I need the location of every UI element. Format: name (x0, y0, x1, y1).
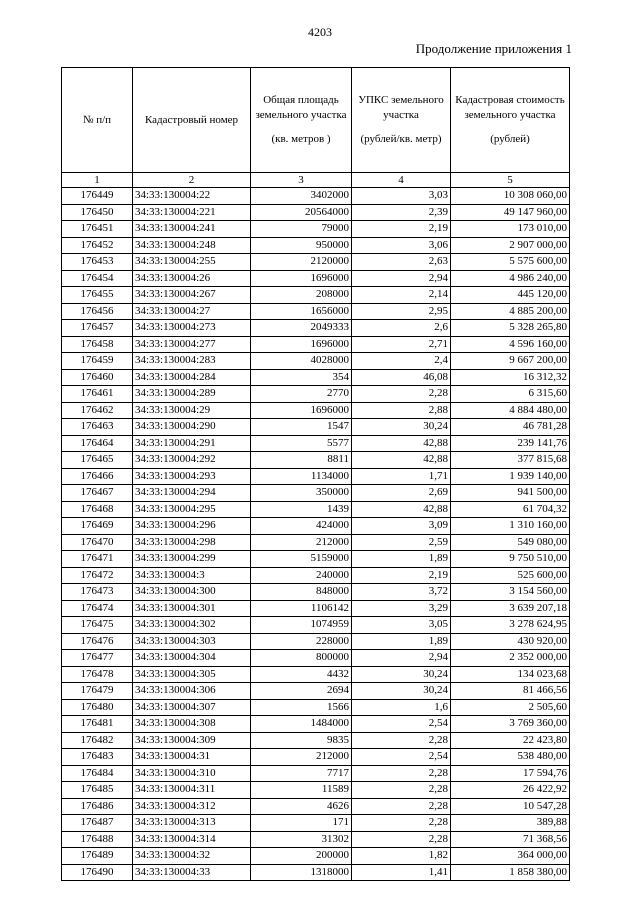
row-number-cell: 176483 (62, 749, 133, 766)
cadastral-cost-cell: 4 884 480,00 (451, 402, 570, 419)
area-cell: 950000 (251, 237, 352, 254)
area-cell: 1696000 (251, 402, 352, 419)
header-area-label: Общая площадь земельного участка (255, 94, 347, 121)
header-upks-label: УПКС земельного участка (358, 94, 444, 121)
row-number-cell: 176466 (62, 468, 133, 485)
area-cell: 228000 (251, 633, 352, 650)
table-row (62, 749, 570, 766)
cadastral-number-cell: 34:33:130004:277 (133, 336, 251, 353)
row-number-cell: 176456 (62, 303, 133, 320)
cadastral-cost-cell: 9 667 200,00 (451, 353, 570, 370)
table-row (62, 831, 570, 848)
table-row (62, 353, 570, 370)
cadastral-cost-cell: 445 120,00 (451, 287, 570, 304)
area-cell: 5159000 (251, 551, 352, 568)
table-row (62, 600, 570, 617)
area-cell: 200000 (251, 848, 352, 865)
table-row (62, 204, 570, 221)
cadastral-number-cell: 34:33:130004:283 (133, 353, 251, 370)
cadastral-cost-cell: 1 310 160,00 (451, 518, 570, 535)
cadastral-number-cell: 34:33:130004:289 (133, 386, 251, 403)
upks-cell: 2,28 (352, 732, 451, 749)
cadastral-cost-cell: 3 154 560,00 (451, 584, 570, 601)
table-row (62, 369, 570, 386)
table-row (62, 666, 570, 683)
header-cadastral-cost-unit: (рублей) (490, 133, 530, 145)
area-cell: 354 (251, 369, 352, 386)
area-cell: 1484000 (251, 716, 352, 733)
cadastral-cost-cell: 525 600,00 (451, 567, 570, 584)
table-row (62, 815, 570, 832)
row-number-cell: 176462 (62, 402, 133, 419)
area-cell: 20564000 (251, 204, 352, 221)
cadastral-number-cell: 34:33:130004:248 (133, 237, 251, 254)
upks-cell: 3,72 (352, 584, 451, 601)
header-cadastral-cost-label: Кадастровая стоимость земельного участка (455, 94, 565, 121)
row-number-cell: 176467 (62, 485, 133, 502)
row-number-cell: 176460 (62, 369, 133, 386)
upks-cell: 3,03 (352, 188, 451, 205)
upks-cell: 1,89 (352, 633, 451, 650)
cadastral-number-cell: 34:33:130004:294 (133, 485, 251, 502)
area-cell: 4432 (251, 666, 352, 683)
row-number-cell: 176488 (62, 831, 133, 848)
cadastral-cost-cell: 5 575 600,00 (451, 254, 570, 271)
upks-cell: 2,14 (352, 287, 451, 304)
cadastral-number-cell: 34:33:130004:221 (133, 204, 251, 221)
column-number-row (62, 173, 570, 188)
cadastral-cost-cell: 4 986 240,00 (451, 270, 570, 287)
cadastral-cost-cell: 377 815,68 (451, 452, 570, 469)
table-row (62, 254, 570, 271)
upks-cell: 2,63 (352, 254, 451, 271)
cadastral-number-cell: 34:33:130004:29 (133, 402, 251, 419)
header-upks-unit: (рублей/кв. метр) (360, 133, 442, 145)
cadastral-number-cell: 34:33:130004:300 (133, 584, 251, 601)
area-cell: 1656000 (251, 303, 352, 320)
cadastral-cost-cell: 17 594,76 (451, 765, 570, 782)
area-cell: 1318000 (251, 864, 352, 881)
cadastral-number-cell: 34:33:130004:303 (133, 633, 251, 650)
cadastral-cost-cell: 3 278 624,95 (451, 617, 570, 634)
cadastral-number-cell: 34:33:130004:298 (133, 534, 251, 551)
cadastral-cost-cell: 5 328 265,80 (451, 320, 570, 337)
cadastral-cost-cell: 6 315,60 (451, 386, 570, 403)
cadastral-cost-cell: 26 422,92 (451, 782, 570, 799)
table-row (62, 765, 570, 782)
row-number-cell: 176465 (62, 452, 133, 469)
cadastral-cost-cell: 134 023,68 (451, 666, 570, 683)
row-number-cell: 176480 (62, 699, 133, 716)
table-row (62, 732, 570, 749)
cadastral-cost-cell: 3 769 360,00 (451, 716, 570, 733)
column-number: 5 (451, 173, 570, 188)
area-cell: 350000 (251, 485, 352, 502)
table-header-row (62, 68, 570, 173)
row-number-cell: 176454 (62, 270, 133, 287)
table-row (62, 402, 570, 419)
upks-cell: 2,39 (352, 204, 451, 221)
row-number-cell: 176489 (62, 848, 133, 865)
row-number-cell: 176453 (62, 254, 133, 271)
table-row (62, 518, 570, 535)
cadastral-cost-cell: 1 858 380,00 (451, 864, 570, 881)
upks-cell: 2,95 (352, 303, 451, 320)
row-number-cell: 176459 (62, 353, 133, 370)
cadastral-number-cell: 34:33:130004:307 (133, 699, 251, 716)
table-row (62, 567, 570, 584)
cadastral-number-cell: 34:33:130004:26 (133, 270, 251, 287)
row-number-cell: 176481 (62, 716, 133, 733)
cadastral-number-cell: 34:33:130004:22 (133, 188, 251, 205)
upks-cell: 3,06 (352, 237, 451, 254)
row-number-cell: 176485 (62, 782, 133, 799)
cadastral-number-cell: 34:33:130004:33 (133, 864, 251, 881)
table-row (62, 468, 570, 485)
cadastral-cost-cell: 2 907 000,00 (451, 237, 570, 254)
upks-cell: 1,41 (352, 864, 451, 881)
upks-cell: 3,09 (352, 518, 451, 535)
area-cell: 9835 (251, 732, 352, 749)
cadastral-cost-cell: 22 423,80 (451, 732, 570, 749)
table-row (62, 848, 570, 865)
table-row (62, 617, 570, 634)
area-cell: 7717 (251, 765, 352, 782)
row-number-cell: 176457 (62, 320, 133, 337)
area-cell: 848000 (251, 584, 352, 601)
area-cell: 31302 (251, 831, 352, 848)
cadastral-number-cell: 34:33:130004:301 (133, 600, 251, 617)
row-number-cell: 176482 (62, 732, 133, 749)
upks-cell: 2,28 (352, 386, 451, 403)
cadastral-number-cell: 34:33:130004:299 (133, 551, 251, 568)
cadastral-number-cell: 34:33:130004:309 (133, 732, 251, 749)
table-row (62, 303, 570, 320)
table-body (62, 188, 570, 881)
area-cell: 11589 (251, 782, 352, 799)
upks-cell: 2,6 (352, 320, 451, 337)
cadastral-number-cell: 34:33:130004:311 (133, 782, 251, 799)
area-cell: 4028000 (251, 353, 352, 370)
upks-cell: 2,28 (352, 815, 451, 832)
cadastral-cost-cell: 389,88 (451, 815, 570, 832)
table-row (62, 287, 570, 304)
row-number-cell: 176487 (62, 815, 133, 832)
cadastral-cost-cell: 173 010,00 (451, 221, 570, 238)
header-area-unit: (кв. метров ) (271, 133, 331, 145)
cadastral-cost-cell: 81 466,56 (451, 683, 570, 700)
cadastral-cost-cell: 538 480,00 (451, 749, 570, 766)
row-number-cell: 176452 (62, 237, 133, 254)
cadastral-number-cell: 34:33:130004:291 (133, 435, 251, 452)
upks-cell: 1,89 (352, 551, 451, 568)
table-row (62, 386, 570, 403)
upks-cell: 3,05 (352, 617, 451, 634)
area-cell: 2770 (251, 386, 352, 403)
cadastral-cost-cell: 2 505,60 (451, 699, 570, 716)
cadastral-number-cell: 34:33:130004:306 (133, 683, 251, 700)
table-row (62, 534, 570, 551)
area-cell: 240000 (251, 567, 352, 584)
cadastral-cost-cell: 1 939 140,00 (451, 468, 570, 485)
cadastral-number-cell: 34:33:130004:302 (133, 617, 251, 634)
table-row (62, 716, 570, 733)
table-row (62, 650, 570, 667)
row-number-cell: 176461 (62, 386, 133, 403)
cadastral-number-cell: 34:33:130004:308 (133, 716, 251, 733)
header-row-number (62, 68, 133, 173)
column-number: 3 (251, 173, 352, 188)
row-number-cell: 176458 (62, 336, 133, 353)
area-cell: 2120000 (251, 254, 352, 271)
row-number-cell: 176476 (62, 633, 133, 650)
upks-cell: 30,24 (352, 666, 451, 683)
upks-cell: 30,24 (352, 419, 451, 436)
row-number-cell: 176475 (62, 617, 133, 634)
row-number-cell: 176490 (62, 864, 133, 881)
header-row-number-label: № п/п (82, 113, 112, 126)
row-number-cell: 176471 (62, 551, 133, 568)
header-upks (352, 68, 451, 173)
area-cell: 79000 (251, 221, 352, 238)
row-number-cell: 176449 (62, 188, 133, 205)
upks-cell: 1,71 (352, 468, 451, 485)
row-number-cell: 176450 (62, 204, 133, 221)
cadastral-number-cell: 34:33:130004:295 (133, 501, 251, 518)
upks-cell: 2,94 (352, 270, 451, 287)
upks-cell: 42,88 (352, 435, 451, 452)
table-row (62, 435, 570, 452)
table-row (62, 683, 570, 700)
upks-cell: 2,54 (352, 749, 451, 766)
row-number-cell: 176472 (62, 567, 133, 584)
row-number-cell: 176477 (62, 650, 133, 667)
header-area (251, 68, 352, 173)
cadastral-cost-cell: 61 704,32 (451, 501, 570, 518)
row-number-cell: 176473 (62, 584, 133, 601)
area-cell: 208000 (251, 287, 352, 304)
area-cell: 1696000 (251, 336, 352, 353)
row-number-cell: 176455 (62, 287, 133, 304)
cadastral-cost-cell: 4 596 160,00 (451, 336, 570, 353)
upks-cell: 2,54 (352, 716, 451, 733)
column-number: 1 (62, 173, 133, 188)
area-cell: 424000 (251, 518, 352, 535)
row-number-cell: 176470 (62, 534, 133, 551)
cadastral-number-cell: 34:33:130004:267 (133, 287, 251, 304)
cadastral-number-cell: 34:33:130004:31 (133, 749, 251, 766)
cadastral-cost-cell: 549 080,00 (451, 534, 570, 551)
cadastral-cost-cell: 16 312,32 (451, 369, 570, 386)
upks-cell: 1,6 (352, 699, 451, 716)
upks-cell: 2,59 (352, 534, 451, 551)
upks-cell: 3,29 (352, 600, 451, 617)
upks-cell: 2,28 (352, 798, 451, 815)
cadastral-number-cell: 34:33:130004:255 (133, 254, 251, 271)
cadastral-number-cell: 34:33:130004:296 (133, 518, 251, 535)
cadastral-number-cell: 34:33:130004:304 (133, 650, 251, 667)
area-cell: 1134000 (251, 468, 352, 485)
row-number-cell: 176464 (62, 435, 133, 452)
cadastral-number-cell: 34:33:130004:292 (133, 452, 251, 469)
table-row (62, 237, 570, 254)
area-cell: 5577 (251, 435, 352, 452)
cadastral-cost-cell: 46 781,28 (451, 419, 570, 436)
cadastral-number-cell: 34:33:130004:312 (133, 798, 251, 815)
upks-cell: 42,88 (352, 501, 451, 518)
upks-cell: 2,28 (352, 831, 451, 848)
area-cell: 1074959 (251, 617, 352, 634)
table-row (62, 221, 570, 238)
cadastral-cost-cell: 71 368,56 (451, 831, 570, 848)
upks-cell: 2,88 (352, 402, 451, 419)
upks-cell: 30,24 (352, 683, 451, 700)
header-cadastral-number-label: Кадастровый номер (144, 113, 239, 126)
row-number-cell: 176479 (62, 683, 133, 700)
cadastral-number-cell: 34:33:130004:3 (133, 567, 251, 584)
area-cell: 800000 (251, 650, 352, 667)
cadastral-number-cell: 34:33:130004:32 (133, 848, 251, 865)
column-number: 2 (133, 173, 251, 188)
cadastral-cost-cell: 3 639 207,18 (451, 600, 570, 617)
cadastral-number-cell: 34:33:130004:305 (133, 666, 251, 683)
cadastral-cost-cell: 4 885 200,00 (451, 303, 570, 320)
upks-cell: 2,28 (352, 765, 451, 782)
row-number-cell: 176484 (62, 765, 133, 782)
area-cell: 1566 (251, 699, 352, 716)
table-row (62, 336, 570, 353)
cadastral-cost-cell: 941 500,00 (451, 485, 570, 502)
table-row (62, 501, 570, 518)
cadastral-number-cell: 34:33:130004:293 (133, 468, 251, 485)
area-cell: 212000 (251, 534, 352, 551)
cadastral-cost-cell: 239 141,76 (451, 435, 570, 452)
area-cell: 1439 (251, 501, 352, 518)
upks-cell: 42,88 (352, 452, 451, 469)
upks-cell: 46,08 (352, 369, 451, 386)
page-number: 4203 (308, 25, 332, 39)
area-cell: 4626 (251, 798, 352, 815)
row-number-cell: 176463 (62, 419, 133, 436)
area-cell: 171 (251, 815, 352, 832)
table-row (62, 864, 570, 881)
row-number-cell: 176474 (62, 600, 133, 617)
header-cadastral-cost (451, 68, 570, 173)
upks-cell: 2,71 (352, 336, 451, 353)
upks-cell: 2,19 (352, 567, 451, 584)
cadastral-number-cell: 34:33:130004:313 (133, 815, 251, 832)
cadastral-number-cell: 34:33:130004:290 (133, 419, 251, 436)
cadastral-number-cell: 34:33:130004:27 (133, 303, 251, 320)
area-cell: 2694 (251, 683, 352, 700)
row-number-cell: 176478 (62, 666, 133, 683)
row-number-cell: 176468 (62, 501, 133, 518)
table-row (62, 485, 570, 502)
cadastral-cost-cell: 49 147 960,00 (451, 204, 570, 221)
cadastral-cost-cell: 2 352 000,00 (451, 650, 570, 667)
cadastral-number-cell: 34:33:130004:273 (133, 320, 251, 337)
header-cadastral-number (133, 68, 251, 173)
table-row (62, 633, 570, 650)
table-row (62, 320, 570, 337)
table-row (62, 798, 570, 815)
column-number: 4 (352, 173, 451, 188)
row-number-cell: 176486 (62, 798, 133, 815)
cadastral-number-cell: 34:33:130004:314 (133, 831, 251, 848)
table-row (62, 551, 570, 568)
appendix-continuation-title: Продолжение приложения 1 (415, 41, 572, 56)
area-cell: 2049333 (251, 320, 352, 337)
cadastral-number-cell: 34:33:130004:310 (133, 765, 251, 782)
area-cell: 1696000 (251, 270, 352, 287)
upks-cell: 2,28 (352, 782, 451, 799)
row-number-cell: 176469 (62, 518, 133, 535)
cadastral-number-cell: 34:33:130004:284 (133, 369, 251, 386)
cadastral-value-table (61, 67, 570, 881)
table-row (62, 699, 570, 716)
table-row (62, 584, 570, 601)
cadastral-cost-cell: 364 000,00 (451, 848, 570, 865)
area-cell: 1106142 (251, 600, 352, 617)
area-cell: 3402000 (251, 188, 352, 205)
cadastral-cost-cell: 9 750 510,00 (451, 551, 570, 568)
row-number-cell: 176451 (62, 221, 133, 238)
cadastral-number-cell: 34:33:130004:241 (133, 221, 251, 238)
table-row (62, 782, 570, 799)
cadastral-cost-cell: 10 547,28 (451, 798, 570, 815)
cadastral-cost-cell: 10 308 060,00 (451, 188, 570, 205)
area-cell: 1547 (251, 419, 352, 436)
table-row (62, 188, 570, 205)
table-row (62, 452, 570, 469)
upks-cell: 2,94 (352, 650, 451, 667)
area-cell: 8811 (251, 452, 352, 469)
upks-cell: 2,19 (352, 221, 451, 238)
area-cell: 212000 (251, 749, 352, 766)
upks-cell: 2,4 (352, 353, 451, 370)
table-row (62, 419, 570, 436)
cadastral-cost-cell: 430 920,00 (451, 633, 570, 650)
upks-cell: 1,82 (352, 848, 451, 865)
upks-cell: 2,69 (352, 485, 451, 502)
table-row (62, 270, 570, 287)
